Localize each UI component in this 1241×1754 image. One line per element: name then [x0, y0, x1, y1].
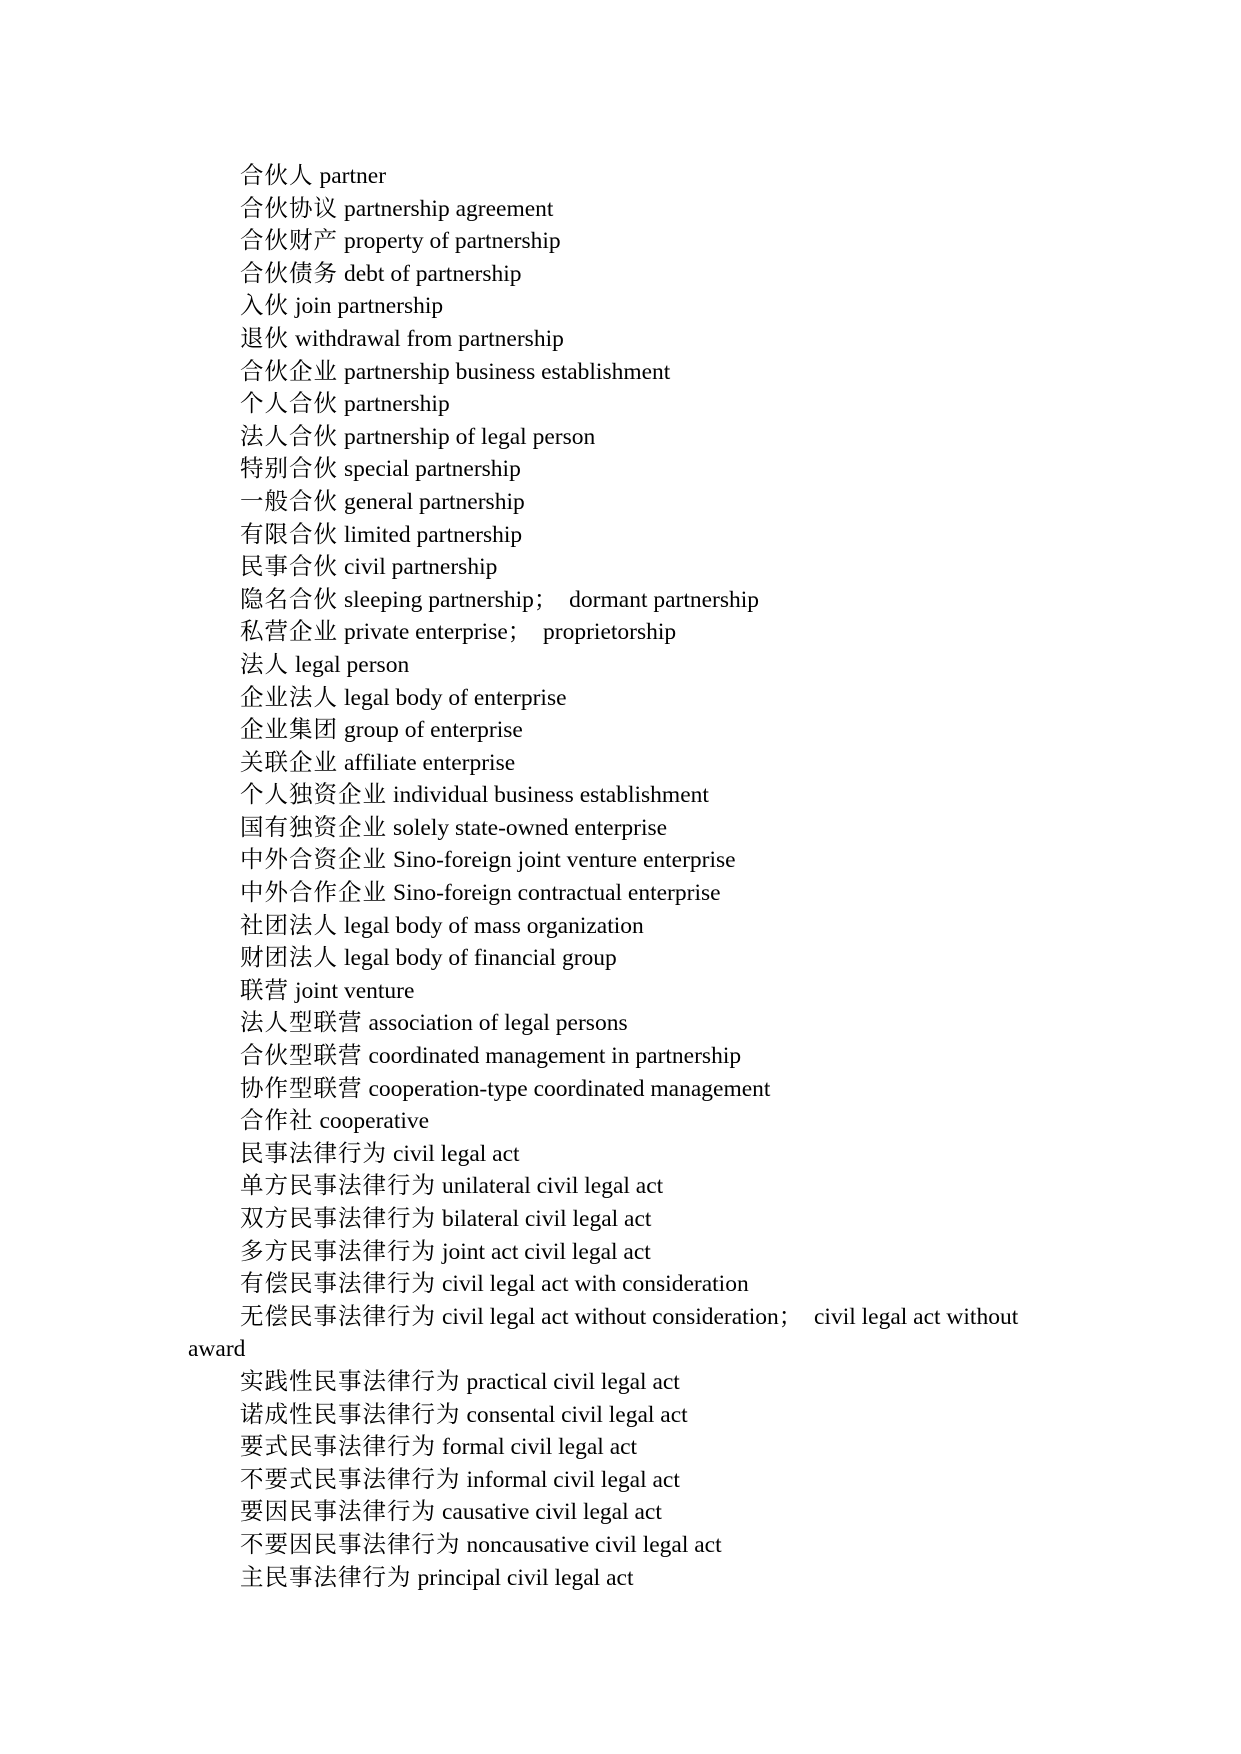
- term-chinese: 有偿民事法律行为: [240, 1271, 436, 1298]
- term-english: legal body of mass organization: [344, 912, 644, 939]
- term-chinese: 法人: [240, 651, 289, 678]
- term-english: partnership agreement: [344, 195, 554, 222]
- term-chinese: 合伙财产: [240, 228, 338, 255]
- term-english: partnership of legal person: [344, 423, 596, 450]
- term-chinese: 国有独资企业: [240, 814, 387, 841]
- glossary-entry: [188, 486, 1068, 519]
- term-chinese: 不要式民事法律行为: [240, 1466, 461, 1493]
- term-chinese: 隐名合伙: [240, 586, 338, 613]
- glossary-entry: [188, 747, 1068, 780]
- glossary-entry: [188, 682, 1068, 715]
- glossary-entry: [188, 942, 1068, 975]
- term-english: principal civil legal act: [417, 1564, 634, 1591]
- term-chinese: 民事法律行为: [240, 1140, 387, 1167]
- term-english: civil legal act: [393, 1140, 520, 1167]
- glossary-entry: [188, 356, 1068, 389]
- term-english: civil legal act with consideration: [442, 1271, 749, 1298]
- term-chinese: 实践性民事法律行为: [240, 1368, 461, 1395]
- glossary-entry: [188, 1203, 1068, 1236]
- glossary-entry: [188, 1040, 1068, 1073]
- glossary-entry: [188, 975, 1068, 1008]
- glossary-entry: [188, 1301, 1068, 1366]
- term-english: bilateral civil legal act: [442, 1206, 652, 1232]
- glossary-entry: [188, 812, 1068, 845]
- term-english: individual business establishment: [393, 782, 709, 809]
- term-english: partner: [319, 163, 387, 189]
- glossary-entry: [188, 453, 1068, 486]
- term-english: civil partnership: [344, 554, 498, 581]
- term-english: sleeping partnership； dormant partnership: [344, 586, 760, 613]
- glossary-entry: [188, 616, 1068, 649]
- term-chinese: 关联企业: [240, 749, 338, 776]
- term-english: cooperation-type coordinated management: [368, 1075, 771, 1102]
- term-chinese: 中外合资企业: [240, 847, 387, 874]
- term-english: solely state-owned enterprise: [393, 814, 668, 841]
- glossary-entry: [188, 877, 1068, 910]
- term-chinese: 要因民事法律行为: [240, 1499, 436, 1526]
- glossary-entry: [188, 323, 1068, 356]
- glossary-entry: [188, 388, 1068, 421]
- glossary-entry: [188, 1464, 1068, 1497]
- term-english: coordinated management in partnership: [368, 1043, 742, 1070]
- glossary-entry: [188, 649, 1068, 682]
- term-english: civil legal act without consideration； civil legal act without award: [188, 1303, 1019, 1363]
- term-chinese: 民事合伙: [240, 554, 338, 581]
- term-chinese: 单方民事法律行为: [240, 1173, 436, 1200]
- term-english: association of legal persons: [368, 1010, 628, 1037]
- term-chinese: 合伙债务: [240, 260, 338, 287]
- glossary-entry: [188, 1007, 1068, 1040]
- glossary-entry: [188, 551, 1068, 584]
- glossary-list: [188, 160, 1068, 1594]
- glossary-entry: [188, 290, 1068, 323]
- term-english: causative civil legal act: [442, 1499, 662, 1526]
- glossary-entry: [188, 714, 1068, 747]
- term-chinese: 要式民事法律行为: [240, 1434, 436, 1461]
- term-chinese: 无偿民事法律行为: [240, 1303, 436, 1330]
- term-english: withdrawal from partnership: [295, 325, 564, 352]
- term-chinese: 退伙: [240, 325, 289, 352]
- term-english: partnership business establishment: [344, 358, 671, 385]
- glossary-entry: [188, 193, 1068, 226]
- term-english: formal civil legal act: [442, 1434, 638, 1461]
- term-chinese: 主民事法律行为: [240, 1564, 412, 1591]
- glossary-entry: [188, 225, 1068, 258]
- term-chinese: 联营: [240, 977, 289, 1004]
- glossary-entry: [188, 1431, 1068, 1464]
- term-english: noncausative civil legal act: [466, 1531, 722, 1558]
- glossary-entry: [188, 1562, 1068, 1595]
- term-chinese: 合伙企业: [240, 358, 338, 385]
- term-english: legal body of financial group: [344, 945, 617, 972]
- term-chinese: 合伙协议: [240, 195, 338, 222]
- term-english: Sino-foreign joint venture enterprise: [393, 847, 736, 874]
- glossary-entry: [188, 258, 1068, 291]
- term-english: unilateral civil legal act: [442, 1173, 664, 1200]
- term-english: limited partnership: [344, 521, 523, 548]
- term-chinese: 有限合伙: [240, 521, 338, 548]
- term-chinese: 入伙: [240, 293, 289, 320]
- term-english: legal body of enterprise: [344, 684, 567, 711]
- term-english: group of enterprise: [344, 717, 523, 744]
- term-english: private enterprise； proprietorship: [344, 619, 677, 646]
- term-chinese: 中外合作企业: [240, 880, 387, 907]
- term-chinese: 财团法人: [240, 945, 338, 972]
- term-chinese: 不要因民事法律行为: [240, 1531, 461, 1558]
- glossary-entry: [188, 1529, 1068, 1562]
- term-english: special partnership: [344, 456, 521, 483]
- term-english: partnership: [344, 391, 450, 418]
- term-chinese: 合伙人: [240, 163, 314, 189]
- glossary-entry: [188, 1236, 1068, 1269]
- glossary-entry: [188, 1399, 1068, 1432]
- glossary-entry: [188, 1170, 1068, 1203]
- term-english: joint venture: [295, 977, 415, 1004]
- term-english: legal person: [295, 651, 410, 678]
- term-english: property of partnership: [344, 228, 561, 255]
- term-english: consental civil legal act: [466, 1401, 688, 1428]
- term-english: general partnership: [344, 488, 525, 515]
- term-chinese: 诺成性民事法律行为: [240, 1401, 461, 1428]
- glossary-entry: [188, 1138, 1068, 1171]
- glossary-entry: [188, 779, 1068, 812]
- term-chinese: 私营企业: [240, 619, 338, 646]
- glossary-entry: [188, 1496, 1068, 1529]
- term-chinese: 社团法人: [240, 912, 338, 939]
- term-english: joint act civil legal act: [442, 1238, 651, 1265]
- term-chinese: 法人合伙: [240, 423, 338, 450]
- term-english: affiliate enterprise: [344, 749, 516, 776]
- glossary-entry: [188, 1268, 1068, 1301]
- term-english: join partnership: [295, 293, 444, 320]
- glossary-entry: [188, 1073, 1068, 1106]
- term-chinese: 合作社: [240, 1108, 314, 1135]
- term-english: Sino-foreign contractual enterprise: [393, 880, 721, 907]
- glossary-entry: [188, 160, 1068, 193]
- term-chinese: 个人独资企业: [240, 782, 387, 809]
- glossary-entry: [188, 1105, 1068, 1138]
- glossary-entry: [188, 844, 1068, 877]
- term-chinese: 一般合伙: [240, 488, 338, 515]
- glossary-entry: [188, 421, 1068, 454]
- term-chinese: 合伙型联营: [240, 1043, 363, 1070]
- term-english: debt of partnership: [344, 260, 522, 287]
- term-chinese: 特别合伙: [240, 456, 338, 483]
- term-chinese: 协作型联营: [240, 1075, 363, 1102]
- glossary-entry: [188, 584, 1068, 617]
- term-chinese: 个人合伙: [240, 391, 338, 418]
- term-chinese: 企业集团: [240, 717, 338, 744]
- glossary-entry: [188, 519, 1068, 552]
- term-chinese: 法人型联营: [240, 1010, 363, 1037]
- term-english: cooperative: [319, 1108, 430, 1135]
- term-chinese: 企业法人: [240, 684, 338, 711]
- term-english: practical civil legal act: [466, 1368, 680, 1395]
- term-chinese: 多方民事法律行为: [240, 1238, 436, 1265]
- glossary-entry: [188, 910, 1068, 943]
- glossary-entry: [188, 1366, 1068, 1399]
- term-chinese: 双方民事法律行为: [240, 1206, 436, 1232]
- term-english: informal civil legal act: [466, 1466, 680, 1493]
